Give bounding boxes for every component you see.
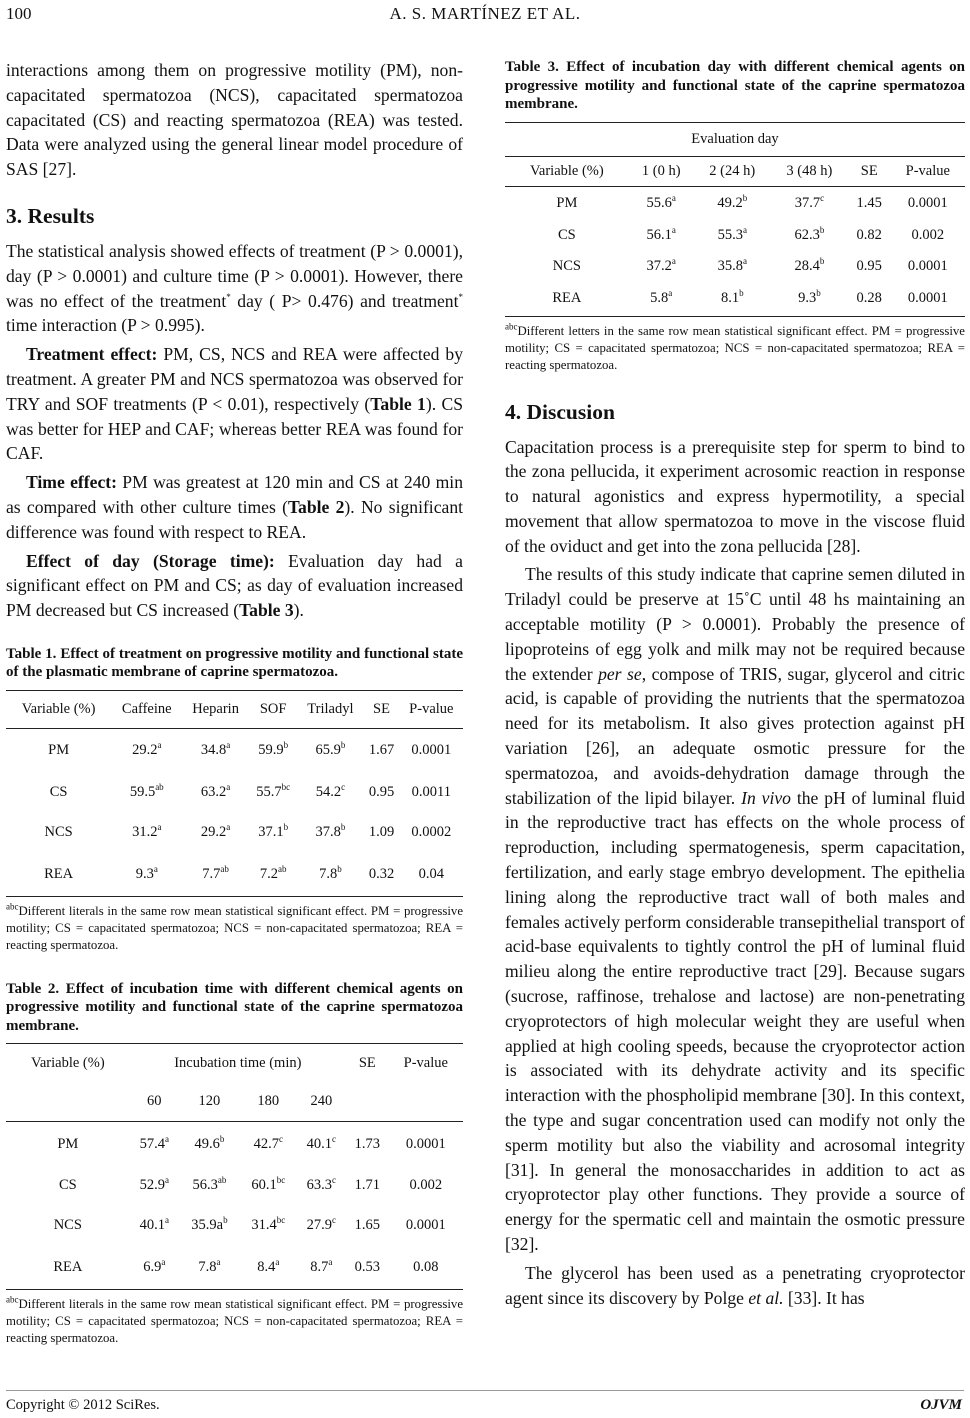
table-3-caption: Table 3. Effect of incubation day with different chemical agents on progressive motility and functional state of the caprine spermatozoa membrane.: [505, 59, 965, 112]
table-header: P-value: [905, 162, 950, 179]
table-2-caption: Table 2. Effect of incubation time with different chemical agents on progressive motility and functional state of the caprine spermatozoa membrane.: [6, 980, 463, 1034]
table-1-caption: Table 1. Effect of treatment on progressive motility and functional state of the plasmatic membrane of caprine spermatozoa.: [6, 645, 463, 681]
page-number: 100: [6, 4, 32, 23]
table-row: NCS 31.2$^a$ 29.2$^a$ 37.1$^b$ 37.8$^b$ 1.09 0.0002: [44, 822, 452, 840]
footer-divider: [6, 1390, 964, 1391]
table-header: 2 (24 h): [709, 162, 756, 179]
table-header: Heparin: [192, 700, 239, 717]
table-3-block: [505, 58, 965, 374]
discussion-paragraph-2: The results of this study indicate that caprine semen diluted in Triladyl could be preserve at 15˚C until 48 hs maintaining an acceptable motility (P > 0.0001). Probably the presence of lipoproteins of egg yolk and milk may not be required because the extender per se, compose of TRIS, sugar, glycerol and citric acid, is capable of providing the nutrients that the spermatozoa need for its metabolism. It also gives protection against pH variation [26], an adequate osmotic pressure for the spermatozoa, and avoids-dehydration damage through the stabilization of the lipid bilayer. In vivo the pH of luminal fluid in the reproductive tract has effects on the whole process of reproduction, including spermatogenesis, sperm capacitation, fertilization, and early stage embryo development. The epithelia lining along the reproductive tract wall of both males and females actively perform considerable transepithelial transport of acid-base equivalents to tightly control the pH of luminal fluid milieu along the entire reproductive tract [29]. Because sugars (sucrose, raffinose, trehalose and lactose) are non-penetrating cryoprotectors of high molecular weight they are useful when applied at high cooling speeds, because the cryoprotector action is associated with its dehydrate activity and its specific interaction with the phospholipid membrane [30]. In this context, the type and sugar concentration used can modify not only the sperm motility but also the viability and acrosomal integrity [31]. In general the monosaccharides in addition to act as cryoprotector play other functions. They provide a source of energy for the spermatic cell and maintain the osmotic pressure [32].: [505, 564, 965, 1254]
table-row: NCS 37.2$^a$ 35.8$^a$ 28.4$^b$ 0.95 0.0001: [552, 255, 948, 274]
table-header: SE: [373, 700, 390, 717]
table-header: 240: [310, 1093, 333, 1110]
table-row: CS 56.1$^a$ 55.3$^a$ 62.3$^b$ 0.82 0.002: [557, 224, 945, 243]
table-header: P-value: [403, 1054, 448, 1071]
table-1-block: [6, 645, 463, 954]
time-effect-paragraph: Time effect: PM was greatest at 120 min and CS at 240 min as compared with other culture times (Table 2). No significant difference was found with respect to REA.: [6, 472, 464, 542]
table-row: REA 5.8$^a$ 8.1$^b$ 9.3$^b$ 0.28 0.0001: [505, 282, 965, 316]
table-header: Caffeine: [121, 700, 172, 717]
table-header: Incubation time (min): [174, 1054, 302, 1071]
discussion-heading: 4. Discusion: [505, 399, 615, 424]
table-row: PM 55.6$^a$ 49.2$^b$ 37.7$^c$ 1.45 0.0001: [556, 192, 948, 211]
table-2-block: [6, 980, 463, 1348]
table-header: 1 (0 h): [641, 162, 681, 179]
table-row: CS 59.5$^{ab}$ 63.2$^a$ 55.7$^{bc}$ 54.2$^c$ 0.95 0.0011: [49, 782, 451, 800]
table-1-note: $^{abc}$Different literals in the same row mean statistical significant effect. PM = progressive motility; CS = capacitated spermatozoa; NCS = non-capacitated spermatozoa; REA = reacting spermatozoa.: [6, 901, 463, 952]
table-row: PM 57.4$^a$ 49.6$^b$ 42.7$^c$ 40.1$^c$ 1.73 0.0001: [57, 1133, 446, 1152]
table-header: Variable (%): [530, 162, 604, 179]
table-header: P-value: [409, 700, 454, 717]
table-3-note: $^{abc}$Different letters in the same row mean statistical significant effect. PM = progressive motility; CS = capacitated spermatozoa; NCS = non-capacitated spermatozoa; REA = reacting spermatozoa.: [505, 321, 965, 372]
left-column: [6, 58, 463, 1347]
day-effect-paragraph: Effect of day (Storage time): Evaluation day had a significant effect on PM and CS; as day of evaluation increased PM decreased but CS increased (Table 3).: [6, 550, 463, 621]
table-row: PM 29.2$^a$ 34.8$^a$ 59.9$^b$ 65.9$^b$ 1.67 0.0001: [48, 740, 452, 759]
table-header: Variable (%): [30, 1054, 105, 1071]
table-1: [6, 690, 463, 897]
table-header: 180: [257, 1093, 280, 1110]
table-header: 3 (48 h): [786, 162, 833, 179]
table-header: 120: [198, 1093, 221, 1110]
treatment-effect-paragraph: Treatment effect: PM, CS, NCS and REA were affected by treatment. A greater PM and NCS spermatozoa was observed for TRY and SOF treatments (P < 0.01), respectively (Table 1). CS was better for HEP and CAF; whereas better REA was found for CAF.: [6, 344, 463, 464]
intro-paragraph: interactions among them on progressive motility (PM), non-capacitated spermatozoa (NCS), capacitated spermatozoa capacitated (CS) and reacting spermatozoa (REA) was tested. Data were analyzed using the general linear model procedure of SAS [27].: [6, 60, 463, 180]
table-2: [6, 1043, 463, 1290]
right-column: [505, 58, 965, 1310]
footer-copyright: Copyright © 2012 SciRes.: [6, 1397, 160, 1413]
footer-journal: OJVM: [920, 1397, 962, 1413]
table-header: SE: [860, 162, 878, 179]
results-paragraph: The statistical analysis showed effects of treatment (P > 0.0001), day (P > 0.0001) and culture time (P > 0.0001). However, there was no effect of the treatment* day ( P> 0.476) and treatment* time interaction (P > 0.995).: [6, 240, 463, 336]
table-header: Triladyl: [307, 700, 354, 717]
table-header: SE: [358, 1054, 376, 1071]
discussion-paragraph-1: Capacitation process is a prerequisite step for sperm to bind to the zona pellucida, it experiment acrosomic reaction in response to natural agonistics and express hypermotility, a special movement that allow spermatozoa to move in the viscose fluid of the oviduct and get into the zona pellucida [28].: [505, 436, 965, 556]
table-row: REA 9.3$^a$ 7.7$^{ab}$ 7.2$^{ab}$ 7.8$^b$ 0.32 0.04: [6, 852, 463, 896]
table-header: 60: [147, 1093, 162, 1110]
results-heading: 3. Results: [6, 203, 95, 228]
running-head: A. S. MARTÍNEZ ET AL.: [389, 4, 581, 23]
table-header: Evaluation day: [691, 130, 779, 147]
table-row: NCS 40.1$^a$ $35.9a^b$ 31.4$^{bc}$ 27.9$^c$ 1.65 0.0001: [53, 1215, 446, 1234]
table-2-note: $^{abc}$Different literals in the same row mean statistical significant effect. PM = progressive motility; CS = capacitated spermatozoa; NCS = non-capacitated spermatozoa; REA = reacting spermatozoa.: [6, 1295, 463, 1346]
table-header: Variable (%): [21, 700, 96, 717]
table-row: CS 52.9$^a$ 56.3$^{ab}$ 60.1$^{bc}$ 63.3$^c$ 1.71 0.002: [58, 1175, 443, 1194]
table-header: SOF: [259, 700, 287, 717]
discussion-paragraph-3: The glycerol has been used as a penetrating cryoprotector agent since its discovery by Polge et al. [33]. It has: [505, 1262, 965, 1308]
table-row: REA 6.9$^a$ 7.8$^a$ 8.4$^a$ 8.7$^a$ 0.53 0.08: [6, 1246, 463, 1290]
table-3: [505, 122, 965, 317]
